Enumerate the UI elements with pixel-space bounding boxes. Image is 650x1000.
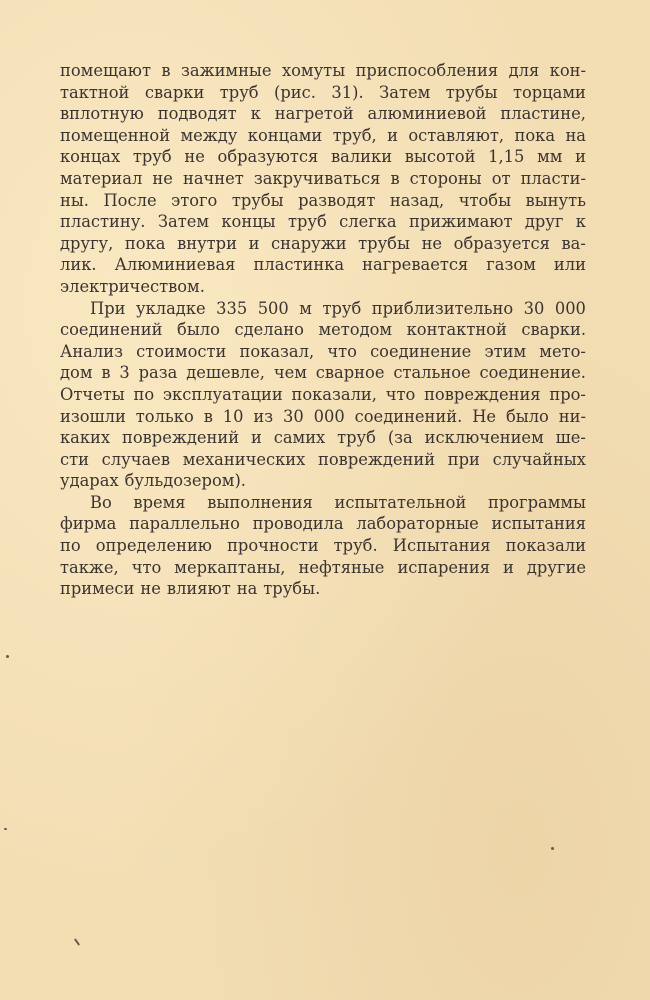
body-text [60,60,586,600]
text-line: пластину. Затем концы труб слегка прижимают друг к [60,212,586,232]
text-line: тактной сварки труб (рис. 31). Затем трубы торцами [60,82,586,102]
text-line: примеси не влияют на трубы. [60,579,321,599]
text-line: также, что меркаптаны, нефтяные испарения и другие [60,557,586,577]
text-line: материал не начнет закручиваться в стороны от пласти- [60,168,586,188]
text-line: каких повреждений и самих труб (за исключением ше- [60,428,586,448]
text-line: При укладке 335 500 м труб приблизительно 30 000 [90,298,586,318]
paper-speck [74,938,80,946]
text-line: фирма параллельно проводила лабораторные испытания [60,514,586,534]
text-line: Отчеты по эксплуатации показали, что повреждения про- [60,384,586,404]
paper-speck [6,655,9,658]
text-line: ны. После этого трубы разводят назад, чтобы вынуть [60,190,586,210]
text-line: дом в 3 раза дешевле, чем сварное стальное соединение. [60,363,586,383]
text-line: концах труб не образуются валики высотой 1,15 мм и [60,147,586,167]
text-line: ударах бульдозером). [60,471,246,491]
text-line: Во время выполнения испытательной программы [90,492,586,512]
text-line: сти случаев механических повреждений при случайных [60,449,586,469]
text-line: другу, пока внутри и снаружи трубы не образуется ва- [60,233,586,253]
text-line: лик. Алюминиевая пластинка нагревается газом или [60,255,586,275]
text-line: вплотную подводят к нагретой алюминиевой пластине, [60,104,586,124]
text-line: помещают в зажимные хомуты приспособления для кон- [60,61,586,80]
paper-speck [4,828,7,830]
text-line: Анализ стоимости показал, что соединение этим мето- [60,341,586,361]
text-line: по определению прочности труб. Испытания показали [60,536,586,556]
text-line: изошли только в 10 из 30 000 соединений. Не было ни- [60,406,586,426]
text-line: помещенной между концами труб, и оставляют, пока на [60,125,586,145]
text-line: соединений было сделано методом контактной сварки. [60,320,586,340]
paper-speck [551,847,554,850]
text-line: электричеством. [60,276,205,296]
